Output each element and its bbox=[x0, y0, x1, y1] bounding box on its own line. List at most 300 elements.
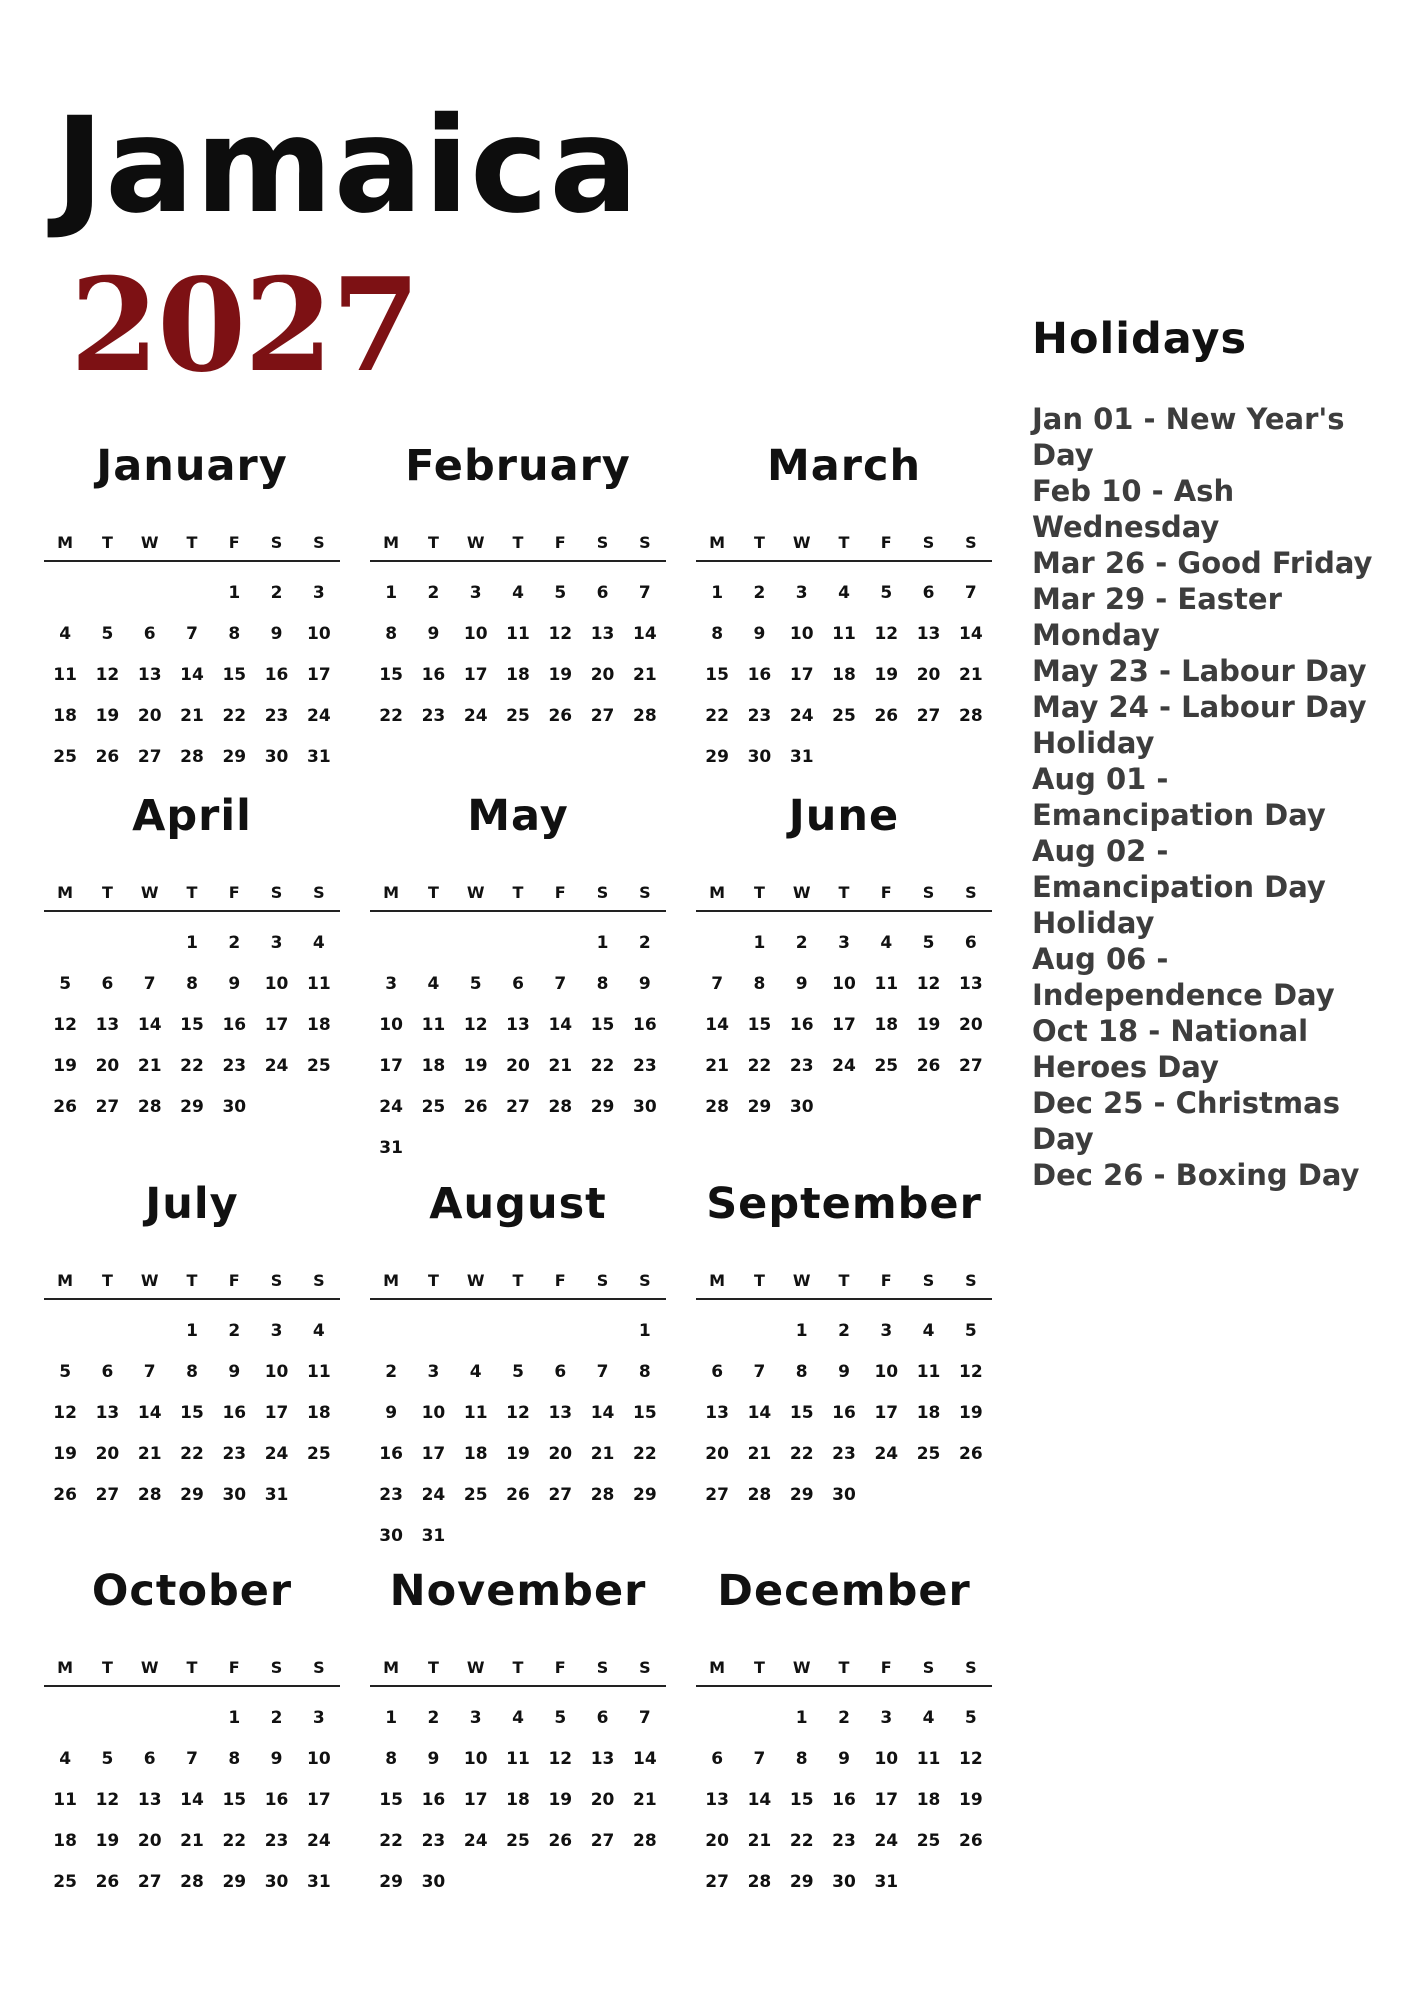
day-cell: 19 bbox=[53, 1443, 77, 1464]
weekday-label: M bbox=[709, 533, 726, 552]
day-cell: 10 bbox=[307, 623, 331, 644]
header-divider bbox=[696, 910, 992, 912]
weekday-label: S bbox=[965, 1271, 977, 1290]
day-cell: 24 bbox=[789, 705, 814, 726]
day-cell: 24 bbox=[264, 1055, 289, 1076]
day-cell: 23 bbox=[747, 705, 772, 726]
day-cell: 23 bbox=[222, 1055, 247, 1076]
month-april bbox=[44, 791, 340, 1127]
day-cell: 10 bbox=[463, 1748, 488, 1769]
day-cell: 2 bbox=[795, 932, 808, 953]
day-cell: 22 bbox=[180, 1055, 204, 1076]
day-cell: 16 bbox=[222, 1402, 247, 1423]
day-cell: 5 bbox=[964, 1320, 977, 1341]
day-cell: 8 bbox=[186, 1361, 198, 1382]
day-cell: 21 bbox=[747, 1830, 772, 1851]
day-cell: 7 bbox=[143, 973, 156, 994]
day-cell: 5 bbox=[101, 1748, 114, 1769]
weekday-header bbox=[44, 883, 340, 905]
day-cell: 24 bbox=[307, 1830, 331, 1851]
day-cell: 30 bbox=[832, 1484, 856, 1505]
day-cell: 4 bbox=[469, 1361, 482, 1382]
day-cell: 20 bbox=[959, 1014, 983, 1035]
weekday-label: T bbox=[186, 533, 198, 552]
day-cell: 15 bbox=[222, 664, 247, 685]
holiday-item: Aug 02 - Emancipation Day Holiday bbox=[1032, 834, 1326, 940]
weekday-label: S bbox=[596, 1658, 609, 1677]
day-cell: 27 bbox=[705, 1484, 729, 1505]
day-cell: 31 bbox=[307, 746, 331, 767]
day-cell: 26 bbox=[506, 1484, 530, 1505]
day-cell: 30 bbox=[832, 1871, 856, 1892]
day-cell: 16 bbox=[789, 1014, 814, 1035]
day-cell: 14 bbox=[633, 623, 657, 644]
holiday-item: Aug 06 - Independence Day bbox=[1032, 942, 1335, 1012]
weekday-header bbox=[370, 883, 666, 905]
month-name: March bbox=[766, 441, 922, 491]
day-cell: 4 bbox=[59, 623, 72, 644]
day-cell: 20 bbox=[705, 1443, 729, 1464]
day-cell: 8 bbox=[795, 1361, 808, 1382]
day-cell: 24 bbox=[307, 705, 331, 726]
day-cell: 4 bbox=[312, 932, 325, 953]
weekday-label: T bbox=[512, 883, 524, 902]
day-cell: 12 bbox=[53, 1014, 77, 1035]
day-cell: 10 bbox=[832, 973, 856, 994]
weekday-label: S bbox=[270, 883, 283, 902]
day-cell: 26 bbox=[53, 1096, 77, 1117]
day-cell: 28 bbox=[959, 705, 983, 726]
weekday-header bbox=[370, 1271, 666, 1293]
day-cell: 27 bbox=[506, 1096, 530, 1117]
day-cell: 19 bbox=[95, 705, 120, 726]
day-cell: 25 bbox=[916, 1443, 941, 1464]
day-cell: 12 bbox=[874, 623, 899, 644]
day-cell: 18 bbox=[421, 1055, 446, 1076]
day-cell: 22 bbox=[747, 1055, 772, 1076]
day-cell: 1 bbox=[186, 932, 198, 953]
day-cell: 11 bbox=[916, 1361, 941, 1382]
weekday-header bbox=[696, 1658, 992, 1680]
day-cell: 4 bbox=[312, 1320, 325, 1341]
day-cell: 22 bbox=[633, 1443, 657, 1464]
header-divider bbox=[696, 1298, 992, 1300]
weekday-label: T bbox=[101, 1658, 113, 1677]
day-cell: 27 bbox=[916, 705, 941, 726]
day-cell: 10 bbox=[874, 1748, 899, 1769]
day-cell: 3 bbox=[469, 1707, 482, 1728]
day-cell: 24 bbox=[874, 1830, 899, 1851]
day-cell: 14 bbox=[180, 664, 204, 685]
day-cell: 20 bbox=[705, 1830, 729, 1851]
day-cell: 4 bbox=[427, 973, 440, 994]
day-cell: 4 bbox=[59, 1748, 72, 1769]
day-grid bbox=[370, 1697, 666, 1902]
day-cell: 25 bbox=[506, 705, 530, 726]
weekday-label: F bbox=[228, 533, 240, 552]
month-name: May bbox=[467, 791, 569, 841]
calendar-year: 2027 bbox=[70, 251, 419, 401]
holiday-item: Dec 25 - Christmas Day bbox=[1032, 1086, 1340, 1156]
weekday-label: T bbox=[512, 533, 524, 552]
header-divider bbox=[696, 1685, 992, 1687]
day-cell: 1 bbox=[228, 1707, 241, 1728]
day-cell: 7 bbox=[711, 973, 724, 994]
day-cell: 3 bbox=[880, 1320, 893, 1341]
day-cell: 1 bbox=[795, 1320, 808, 1341]
day-cell: 26 bbox=[95, 746, 120, 767]
day-cell: 24 bbox=[379, 1096, 403, 1117]
day-cell: 6 bbox=[143, 623, 156, 644]
day-cell: 4 bbox=[512, 582, 524, 603]
weekday-label: S bbox=[922, 1271, 935, 1290]
day-cell: 26 bbox=[95, 1871, 120, 1892]
month-name: December bbox=[717, 1566, 971, 1616]
day-cell: 7 bbox=[753, 1361, 766, 1382]
weekday-label: F bbox=[880, 883, 892, 902]
day-cell: 3 bbox=[880, 1707, 893, 1728]
day-cell: 2 bbox=[228, 1320, 241, 1341]
day-cell: 20 bbox=[95, 1443, 120, 1464]
day-cell: 11 bbox=[506, 1748, 530, 1769]
day-cell: 21 bbox=[137, 1055, 162, 1076]
weekday-header bbox=[44, 1271, 340, 1293]
day-cell: 30 bbox=[379, 1525, 403, 1546]
weekday-label: S bbox=[313, 1658, 325, 1677]
holiday-item: Mar 29 - Easter Monday bbox=[1032, 582, 1282, 652]
weekday-label: T bbox=[101, 533, 113, 552]
day-cell: 23 bbox=[832, 1443, 856, 1464]
day-cell: 14 bbox=[180, 1789, 204, 1810]
day-cell: 19 bbox=[463, 1055, 488, 1076]
day-cell: 15 bbox=[633, 1402, 657, 1423]
day-cell: 23 bbox=[789, 1055, 814, 1076]
month-name: January bbox=[96, 441, 288, 491]
day-cell: 17 bbox=[307, 664, 331, 685]
day-cell: 10 bbox=[264, 973, 289, 994]
day-cell: 27 bbox=[137, 746, 162, 767]
weekday-label: T bbox=[838, 533, 850, 552]
day-cell: 16 bbox=[264, 1789, 289, 1810]
day-cell: 15 bbox=[789, 1789, 814, 1810]
day-grid bbox=[696, 922, 992, 1127]
calendar-country-title: Jamaica bbox=[55, 89, 640, 243]
weekday-label: S bbox=[965, 883, 977, 902]
day-cell: 17 bbox=[789, 664, 814, 685]
day-cell: 14 bbox=[548, 1014, 573, 1035]
day-cell: 3 bbox=[795, 582, 808, 603]
day-cell: 10 bbox=[307, 1748, 331, 1769]
weekday-header bbox=[370, 1658, 666, 1680]
day-cell: 22 bbox=[789, 1830, 814, 1851]
day-cell: 21 bbox=[633, 664, 657, 685]
day-cell: 25 bbox=[307, 1055, 331, 1076]
month-name: October bbox=[91, 1566, 293, 1616]
day-cell: 4 bbox=[880, 932, 893, 953]
weekday-label: W bbox=[466, 1658, 485, 1677]
day-cell: 17 bbox=[379, 1055, 403, 1076]
month-name: August bbox=[429, 1179, 607, 1229]
day-cell: 19 bbox=[874, 664, 899, 685]
weekday-label: W bbox=[140, 1271, 159, 1290]
day-cell: 12 bbox=[959, 1361, 983, 1382]
weekday-label: S bbox=[270, 533, 283, 552]
day-cell: 8 bbox=[753, 973, 766, 994]
day-cell: 22 bbox=[379, 705, 403, 726]
weekday-label: S bbox=[639, 1271, 651, 1290]
day-cell: 22 bbox=[222, 705, 247, 726]
day-cell: 16 bbox=[633, 1014, 657, 1035]
day-cell: 7 bbox=[186, 623, 198, 644]
day-cell: 1 bbox=[638, 1320, 651, 1341]
day-cell: 18 bbox=[307, 1014, 331, 1035]
day-cell: 13 bbox=[959, 973, 983, 994]
day-cell: 30 bbox=[222, 1484, 247, 1505]
day-cell: 7 bbox=[638, 582, 651, 603]
holidays-title: Holidays bbox=[1032, 314, 1248, 364]
day-cell: 5 bbox=[469, 973, 482, 994]
day-cell: 6 bbox=[512, 973, 524, 994]
day-cell: 8 bbox=[638, 1361, 651, 1382]
weekday-label: T bbox=[753, 1658, 765, 1677]
day-cell: 9 bbox=[270, 1748, 283, 1769]
weekday-label: W bbox=[792, 533, 811, 552]
day-cell: 16 bbox=[222, 1014, 247, 1035]
day-cell: 28 bbox=[180, 746, 204, 767]
day-cell: 15 bbox=[789, 1402, 814, 1423]
weekday-label: S bbox=[596, 1271, 609, 1290]
day-cell: 23 bbox=[264, 1830, 289, 1851]
day-cell: 29 bbox=[180, 1484, 204, 1505]
day-cell: 1 bbox=[385, 582, 398, 603]
day-cell: 9 bbox=[385, 1402, 398, 1423]
day-cell: 20 bbox=[590, 1789, 615, 1810]
day-cell: 9 bbox=[753, 623, 766, 644]
day-cell: 26 bbox=[874, 705, 899, 726]
month-name: July bbox=[145, 1179, 239, 1229]
day-cell: 15 bbox=[379, 664, 403, 685]
day-cell: 21 bbox=[137, 1443, 162, 1464]
weekday-label: W bbox=[466, 883, 485, 902]
day-grid bbox=[696, 572, 992, 777]
day-grid bbox=[370, 922, 666, 1168]
weekday-label: S bbox=[965, 1658, 977, 1677]
day-cell: 8 bbox=[596, 973, 609, 994]
day-cell: 13 bbox=[705, 1789, 729, 1810]
day-cell: 18 bbox=[832, 664, 856, 685]
day-cell: 20 bbox=[137, 705, 162, 726]
day-cell: 28 bbox=[705, 1096, 729, 1117]
day-cell: 9 bbox=[795, 973, 808, 994]
day-cell: 5 bbox=[880, 582, 893, 603]
day-cell: 27 bbox=[548, 1484, 573, 1505]
day-cell: 2 bbox=[270, 1707, 283, 1728]
day-cell: 17 bbox=[463, 1789, 488, 1810]
day-cell: 11 bbox=[53, 664, 77, 685]
day-cell: 23 bbox=[421, 1830, 446, 1851]
holiday-item: Feb 10 - Ash Wednesday bbox=[1032, 474, 1235, 544]
month-december bbox=[696, 1566, 992, 1902]
day-cell: 30 bbox=[264, 1871, 289, 1892]
day-cell: 17 bbox=[307, 1789, 331, 1810]
header-divider bbox=[44, 560, 340, 562]
day-cell: 27 bbox=[95, 1096, 120, 1117]
day-cell: 8 bbox=[385, 1748, 398, 1769]
day-cell: 6 bbox=[101, 973, 114, 994]
day-cell: 27 bbox=[95, 1484, 120, 1505]
day-grid bbox=[370, 572, 666, 736]
day-cell: 2 bbox=[753, 582, 766, 603]
day-cell: 5 bbox=[554, 582, 567, 603]
day-cell: 20 bbox=[506, 1055, 530, 1076]
weekday-label: M bbox=[709, 1658, 726, 1677]
day-cell: 18 bbox=[307, 1402, 331, 1423]
day-cell: 3 bbox=[385, 973, 398, 994]
day-cell: 24 bbox=[463, 705, 488, 726]
day-cell: 16 bbox=[832, 1789, 856, 1810]
day-cell: 5 bbox=[964, 1707, 977, 1728]
weekday-label: F bbox=[880, 1271, 892, 1290]
weekday-label: M bbox=[383, 1658, 400, 1677]
day-cell: 3 bbox=[469, 582, 482, 603]
day-cell: 11 bbox=[307, 973, 331, 994]
day-cell: 21 bbox=[180, 705, 204, 726]
day-cell: 2 bbox=[385, 1361, 398, 1382]
month-february bbox=[370, 441, 666, 736]
header-divider bbox=[370, 1298, 666, 1300]
header-divider bbox=[44, 1685, 340, 1687]
day-cell: 6 bbox=[596, 582, 609, 603]
day-cell: 28 bbox=[137, 1484, 162, 1505]
day-cell: 7 bbox=[964, 582, 977, 603]
weekday-label: F bbox=[554, 883, 566, 902]
day-cell: 29 bbox=[222, 746, 247, 767]
day-cell: 22 bbox=[789, 1443, 814, 1464]
day-cell: 2 bbox=[427, 1707, 440, 1728]
day-cell: 11 bbox=[832, 623, 856, 644]
day-cell: 18 bbox=[916, 1402, 941, 1423]
weekday-label: W bbox=[466, 1271, 485, 1290]
day-cell: 1 bbox=[385, 1707, 398, 1728]
day-cell: 17 bbox=[832, 1014, 856, 1035]
day-cell: 29 bbox=[747, 1096, 772, 1117]
day-cell: 25 bbox=[916, 1830, 941, 1851]
day-cell: 28 bbox=[137, 1096, 162, 1117]
day-cell: 7 bbox=[143, 1361, 156, 1382]
day-cell: 26 bbox=[548, 1830, 573, 1851]
day-cell: 1 bbox=[596, 932, 609, 953]
month-september bbox=[696, 1179, 992, 1515]
weekday-label: S bbox=[922, 1658, 935, 1677]
day-cell: 14 bbox=[959, 623, 983, 644]
weekday-label: S bbox=[639, 1658, 651, 1677]
day-cell: 22 bbox=[590, 1055, 615, 1076]
day-cell: 2 bbox=[638, 932, 651, 953]
day-grid bbox=[696, 1310, 992, 1515]
day-cell: 31 bbox=[264, 1484, 289, 1505]
weekday-label: F bbox=[554, 1658, 566, 1677]
day-cell: 28 bbox=[747, 1871, 772, 1892]
holiday-item: Dec 26 - Boxing Day bbox=[1032, 1158, 1360, 1192]
day-cell: 3 bbox=[312, 1707, 325, 1728]
day-cell: 20 bbox=[916, 664, 941, 685]
month-june bbox=[696, 791, 992, 1127]
day-cell: 1 bbox=[711, 582, 724, 603]
day-cell: 13 bbox=[548, 1402, 573, 1423]
weekday-label: T bbox=[101, 883, 113, 902]
day-cell: 13 bbox=[916, 623, 941, 644]
day-cell: 14 bbox=[633, 1748, 657, 1769]
day-cell: 6 bbox=[101, 1361, 114, 1382]
day-cell: 15 bbox=[747, 1014, 772, 1035]
day-cell: 5 bbox=[101, 623, 114, 644]
holiday-item: Jan 01 - New Year's Day bbox=[1032, 402, 1345, 472]
month-october bbox=[44, 1566, 340, 1902]
day-cell: 21 bbox=[959, 664, 983, 685]
day-cell: 22 bbox=[705, 705, 729, 726]
day-cell: 29 bbox=[789, 1484, 814, 1505]
weekday-label: T bbox=[186, 883, 198, 902]
day-cell: 9 bbox=[270, 623, 283, 644]
day-cell: 31 bbox=[307, 1871, 331, 1892]
day-cell: 5 bbox=[59, 1361, 72, 1382]
weekday-label: S bbox=[639, 883, 651, 902]
day-cell: 14 bbox=[590, 1402, 615, 1423]
day-cell: 23 bbox=[421, 705, 446, 726]
day-cell: 29 bbox=[590, 1096, 615, 1117]
day-cell: 24 bbox=[463, 1830, 488, 1851]
day-cell: 30 bbox=[421, 1871, 446, 1892]
month-november bbox=[370, 1566, 666, 1902]
day-cell: 13 bbox=[95, 1402, 120, 1423]
day-cell: 19 bbox=[53, 1055, 77, 1076]
weekday-header bbox=[370, 533, 666, 555]
day-cell: 25 bbox=[307, 1443, 331, 1464]
weekday-label: M bbox=[383, 1271, 400, 1290]
weekday-label: S bbox=[922, 533, 935, 552]
header-divider bbox=[696, 560, 992, 562]
day-cell: 29 bbox=[633, 1484, 657, 1505]
day-cell: 13 bbox=[95, 1014, 120, 1035]
weekday-label: S bbox=[270, 1658, 283, 1677]
weekday-label: M bbox=[57, 883, 74, 902]
day-cell: 7 bbox=[753, 1748, 766, 1769]
day-cell: 28 bbox=[590, 1484, 615, 1505]
day-cell: 12 bbox=[916, 973, 941, 994]
day-cell: 26 bbox=[53, 1484, 77, 1505]
weekday-label: T bbox=[186, 1271, 198, 1290]
day-cell: 25 bbox=[506, 1830, 530, 1851]
day-cell: 12 bbox=[506, 1402, 530, 1423]
day-cell: 31 bbox=[789, 746, 814, 767]
weekday-header bbox=[44, 1658, 340, 1680]
weekday-header bbox=[696, 1271, 992, 1293]
day-cell: 29 bbox=[379, 1871, 403, 1892]
day-cell: 19 bbox=[95, 1830, 120, 1851]
day-cell: 26 bbox=[959, 1830, 983, 1851]
day-cell: 31 bbox=[874, 1871, 899, 1892]
day-cell: 1 bbox=[228, 582, 241, 603]
day-cell: 30 bbox=[633, 1096, 657, 1117]
day-cell: 9 bbox=[838, 1361, 850, 1382]
day-cell: 12 bbox=[463, 1014, 488, 1035]
day-cell: 4 bbox=[922, 1707, 935, 1728]
day-cell: 16 bbox=[832, 1402, 856, 1423]
weekday-label: F bbox=[554, 533, 566, 552]
day-cell: 15 bbox=[180, 1014, 204, 1035]
month-may bbox=[370, 791, 666, 1168]
weekday-label: W bbox=[140, 883, 159, 902]
